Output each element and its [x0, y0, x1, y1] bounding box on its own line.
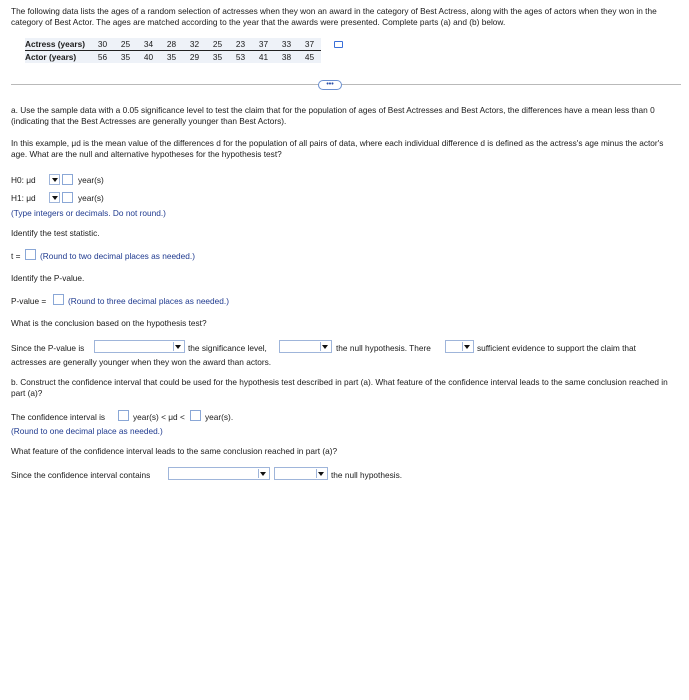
chevron-down-icon — [462, 342, 472, 351]
table-cell: 53 — [229, 51, 252, 64]
t-label: t = — [11, 251, 21, 261]
table-cell: 38 — [275, 51, 298, 64]
part-b-question: b. Construct the confidence interval that could be used for the hypothesis test described in part (a). What feature of the confidence interval leads to the same conclusion reached in part (a)? — [11, 377, 668, 398]
chevron-down-icon — [258, 469, 268, 478]
identify-p-value: Identify the P-value. — [11, 273, 85, 283]
table-cell: 29 — [183, 51, 206, 64]
copy-icon[interactable] — [334, 41, 343, 48]
table-cell: 40 — [137, 51, 160, 64]
row-label-actress: Actress (years) — [25, 38, 91, 51]
h0-label: H0: μd — [11, 175, 36, 185]
null-there-text: the null hypothesis. There — [336, 343, 431, 353]
ci-contains-dropdown[interactable] — [168, 467, 270, 480]
h0-operator-dropdown[interactable] — [49, 174, 60, 185]
h1-operator-dropdown[interactable] — [49, 192, 60, 203]
table-row — [25, 51, 321, 64]
ci-lower-input[interactable] — [118, 410, 129, 421]
table-cell: 56 — [91, 51, 114, 64]
table-cell: 28 — [160, 38, 183, 51]
chevron-down-icon — [173, 342, 183, 351]
table-cell: 37 — [252, 38, 275, 51]
ci-mid-text: year(s) < μd < — [133, 412, 185, 422]
h0-unit: year(s) — [78, 175, 104, 185]
intro-text: The following data lists the ages of a random selection of actresses when they won an award in the category of Best Actress, along with the ages of actors when they won in the category of Best Actor. The ages are matched according to the year that the awards were presented. Complete parts (a) and (b) below. — [11, 6, 657, 27]
h0-value-input[interactable] — [62, 174, 73, 185]
conclusion-question: What is the conclusion based on the hypothesis test? — [11, 318, 207, 328]
table-cell: 35 — [206, 51, 229, 64]
table-cell: 41 — [252, 51, 275, 64]
table-cell: 32 — [183, 38, 206, 51]
identify-test-statistic: Identify the test statistic. — [11, 228, 100, 238]
table-cell: 25 — [114, 38, 137, 51]
reject-decision-dropdown[interactable] — [279, 340, 332, 353]
sufficient-text: sufficient evidence to support the claim that — [477, 343, 636, 353]
h1-unit: year(s) — [78, 193, 104, 203]
h1-label: H1: μd — [11, 193, 36, 203]
part-a-question: a. Use the sample data with a 0.05 significance level to test the claim that for the population of ages of Best Actresses and Best Actors, the differences have a mean less than 0 (indicating that the Best Actresses are generally younger than Best Actors). — [11, 105, 655, 126]
row-label-actor: Actor (years) — [25, 51, 91, 64]
null-hypothesis-text: the null hypothesis. — [331, 470, 403, 480]
section-divider — [11, 84, 681, 85]
chevron-down-icon — [316, 469, 326, 478]
table-cell: 25 — [206, 38, 229, 51]
chevron-down-icon — [320, 342, 330, 351]
ci-decision-dropdown[interactable] — [274, 467, 328, 480]
expand-more-button[interactable]: ••• — [318, 80, 342, 90]
part-a-example: In this example, μd is the mean value of the differences d for the population of all pairs of data, where each individual difference d is defined as the actress's age minus the actor's age. What are the null and alternative hypotheses for the hypothesis test? — [11, 138, 664, 159]
table-cell: 35 — [114, 51, 137, 64]
type-hint: (Type integers or decimals. Do not round.) — [11, 208, 166, 218]
table-cell: 37 — [298, 38, 321, 51]
table-cell: 30 — [91, 38, 114, 51]
t-input[interactable] — [25, 249, 36, 260]
ci-upper-input[interactable] — [190, 410, 201, 421]
evidence-dropdown[interactable] — [445, 340, 474, 353]
p-value-input[interactable] — [53, 294, 64, 305]
feature-question: What feature of the confidence interval leads to the same conclusion reached in part (a)? — [11, 446, 338, 456]
p-value-label: P-value = — [11, 296, 47, 306]
significance-level-text: the significance level, — [188, 343, 267, 353]
table-row — [25, 38, 321, 51]
p-comparison-dropdown[interactable] — [94, 340, 185, 353]
p-value-hint: (Round to three decimal places as needed.) — [68, 296, 229, 306]
table-cell: 35 — [160, 51, 183, 64]
data-table — [25, 38, 321, 63]
ci-hint: (Round to one decimal place as needed.) — [11, 426, 163, 436]
h1-value-input[interactable] — [62, 192, 73, 203]
ci-end-text: year(s). — [205, 412, 234, 422]
table-cell: 34 — [137, 38, 160, 51]
t-hint: (Round to two decimal places as needed.) — [40, 251, 195, 261]
since-p-text: Since the P-value is — [11, 343, 85, 353]
table-cell: 23 — [229, 38, 252, 51]
since-ci-text: Since the confidence interval contains — [11, 470, 151, 480]
table-cell: 45 — [298, 51, 321, 64]
claim-continuation: actresses are generally younger when they won the award than actors. — [11, 357, 272, 367]
ci-label: The confidence interval is — [11, 412, 106, 422]
table-cell: 33 — [275, 38, 298, 51]
